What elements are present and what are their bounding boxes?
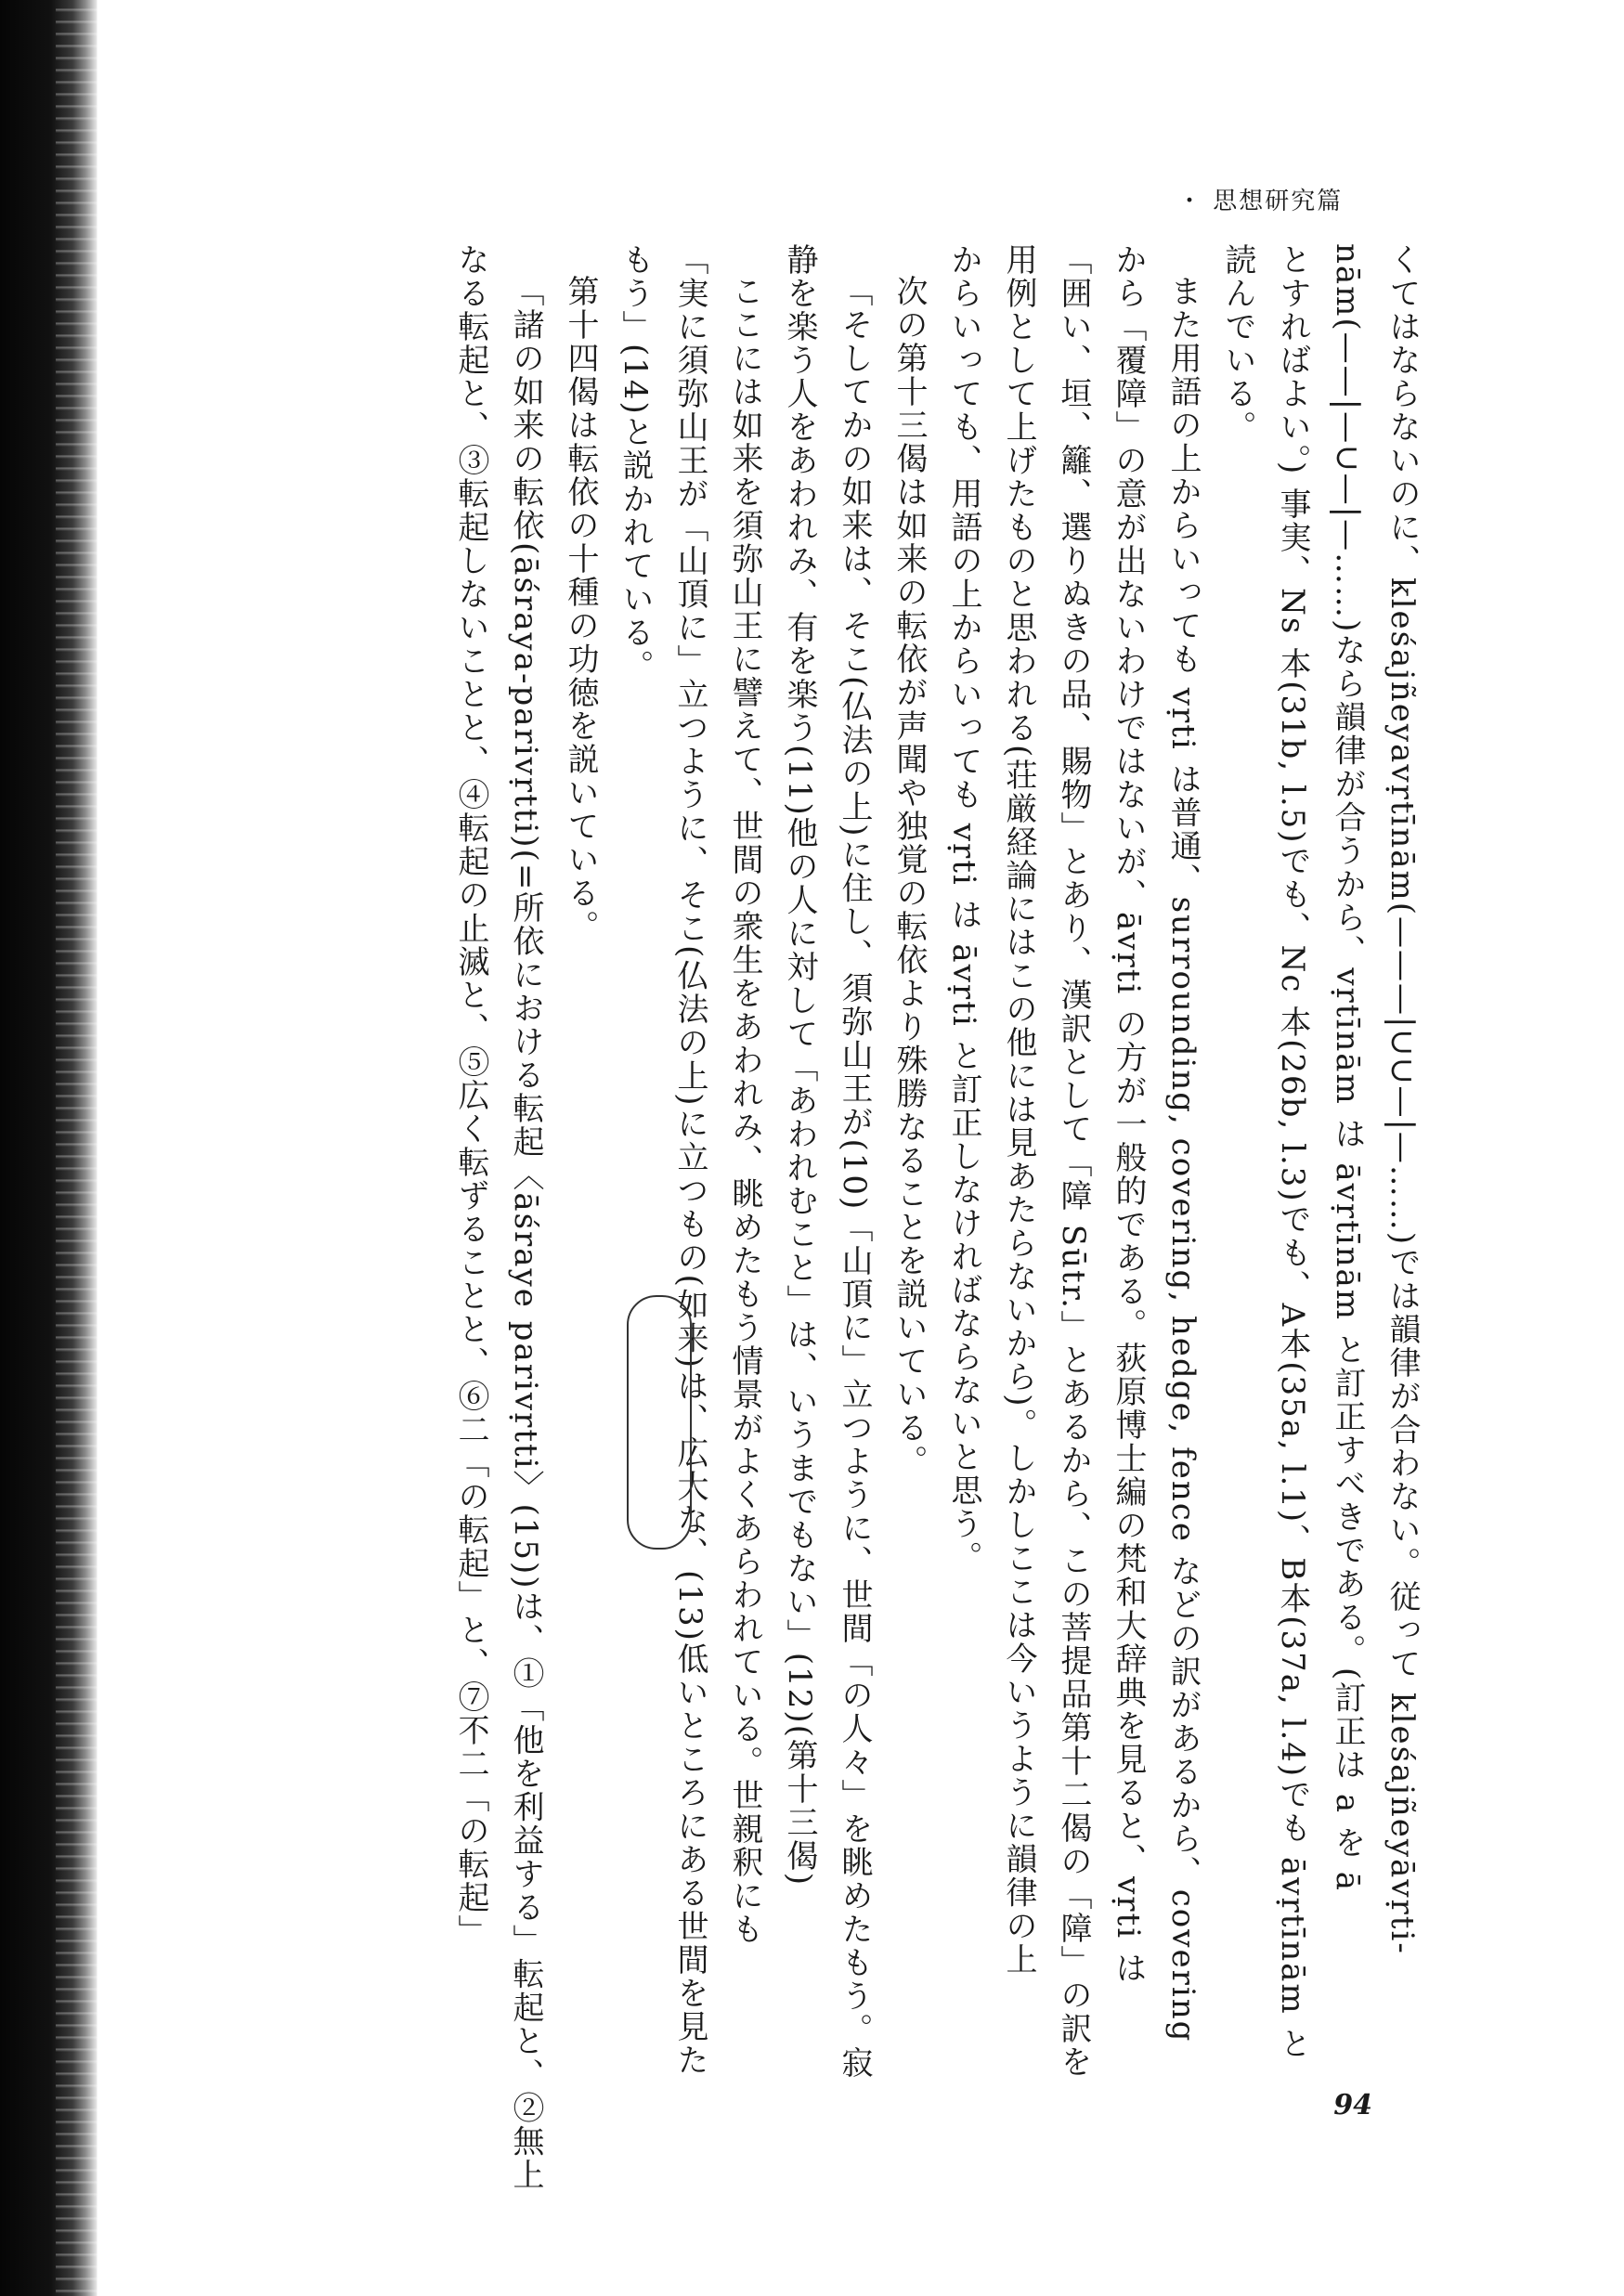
text-line: なる転起と、③転起しないことと、④転起の止滅と、⑤広く転ずることと、⑥二「の転起」と、⑦不二「の転起」 <box>452 243 489 1948</box>
scanned-page-edge <box>0 0 97 2296</box>
text-line: くてはならないのに、kleśajñeyavṛtīnām(———|∪∪—|—……)では韻律が合わない。従って kleśajñeyāvṛti- <box>1384 243 1421 1955</box>
text-line: 「実に須弥山王が「山頂に」立つように、そこ(仏法の上)に立つもの(如来)は、広大な、(13)低いところにある世間を見た <box>671 243 708 2077</box>
text-line: 次の第十三偈は如来の転依が声聞や独覚の転依より殊勝なることを説いている。 <box>890 275 928 1478</box>
text-line: もう」(14)と説かれている。 <box>617 243 654 683</box>
text-line: 「諸の如来の転依(āśraya-parivṛtti)(=所依における転起〈āśraye parivṛtti〉(15))は、①「他を利益する」転起と、②無上 <box>507 275 544 2192</box>
handwritten-circle-annotation <box>627 1295 692 1550</box>
running-header: ・ 思想研究篇 <box>1177 188 1344 215</box>
text-line: 第十四偈は転依の十種の功徳を説いている。 <box>562 275 599 943</box>
text-line: 用例として上げたものと思われる(荘厳経論にはこの他には見あたらないから)。しかしここは今いうように韻律の上 <box>1000 243 1037 1977</box>
text-line: からいっても、用語の上からいっても vṛti は āvṛti と訂正しなければならないと思う。 <box>945 243 982 1575</box>
text-line: 「囲い、垣、籬、選りぬきの品、賜物」とあり、漢訳として「障 Sūtr.」とあるから、この菩提品第十二偈の「障」の訳を <box>1055 243 1092 2079</box>
text-line: 読んでいる。 <box>1219 243 1256 444</box>
page-number: 94 <box>1333 2089 1372 2121</box>
text-line: とすればよい。) 事実、Ns 本(31b, l.5)でも、Nc 本(26b, l.3)でも、A本(35a, l.1)、B本(37a, l.4)でも āvṛtīnām と <box>1274 243 1311 2061</box>
text-line: 静を楽う人をあわれみ、有を楽う(11)他の人に対して「あわれむこと」は、いうまでもない」(12)(第十三偈) <box>781 243 818 1887</box>
text-line: また用語の上からいっても vṛti は普通、surrounding, covering, hedge, fence などの訳があるから、covering <box>1164 275 1202 2043</box>
text-line: nām(——|—∪—|—……)なら韻律が合うから、vṛtīnām は āvṛtīnām と訂正すべきである。(訂正は a を ā <box>1329 243 1366 1893</box>
text-line: ここには如来を須弥山王に譬えて、世間の衆生をあわれみ、眺めたもう情景がよくあらわれている。世親釈にも <box>726 275 763 1946</box>
text-line: 「そしてかの如来は、そこ(仏法の上)に住し、須弥山王が(10)「山頂に」立つように、世間「の人々」を眺めたもう。寂 <box>836 275 873 2081</box>
text-line: から「覆障」の意が出ないわけではないが、āvṛti の方が一般的である。荻原博士編の梵和大辞典を見ると、vṛti は <box>1110 243 1147 1985</box>
vertical-body-text <box>443 243 1429 2192</box>
